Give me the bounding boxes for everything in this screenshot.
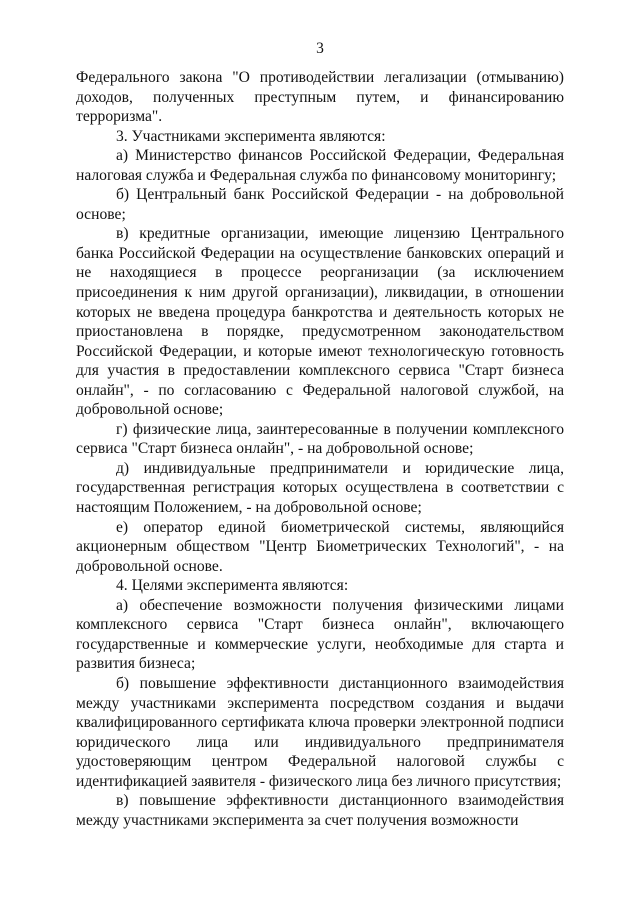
paragraph-law-reference: Федерального закона "О противодействии легализации (отмыванию) доходов, полученных преступным путем, и финансированию терроризма".: [76, 69, 564, 126]
paragraph-goal-a: а) обеспечение возможности получения физическими лицами комплексного сервиса "Старт бизнеса онлайн", включающего государственные и коммерческие услуги, необходимые для старта и развития бизнеса;: [76, 596, 564, 673]
paragraph-participant-b: б) Центральный банк Российской Федерации - на добровольной основе;: [76, 186, 564, 223]
paragraph-participant-g: г) физические лица, заинтересованные в получении комплексного сервиса "Старт бизнеса онлайн", - на добровольной основе;: [76, 420, 564, 458]
paragraph-participant-a: а) Министерство финансов Российской Федерации, Федеральная налоговая служба и Федеральная служба по финансовому мониторингу;: [76, 147, 564, 184]
paragraph-participant-v: в) кредитные организации, имеющие лицензию Центрального банка Российской Федерации на осуществление банковских операций и не находящиеся в процессе реорганизации (за исключением присоединения к ним другой организации), ликвидации, в отношении которых не введена процедура банкротства и деятельность которых не приостановлена в порядке, предусмотренном законодательством Российской Федерации, и которые имеют технологическую готовность для участия в предоставлении комплексного сервиса "Старт бизнеса онлайн", - по согласованию с Федеральной налоговой службой, на добровольной основе;: [76, 225, 564, 419]
paragraph-participant-d: д) индивидуальные предприниматели и юридические лица, государственная регистрация которых осуществлена в соответствии с настоящим Положением, - на добровольной основе;: [76, 459, 564, 517]
paragraph-goals-heading: 4. Целями эксперимента являются:: [116, 577, 349, 595]
document-body: [76, 68, 564, 830]
paragraph-goal-b: б) повышение эффективности дистанционного взаимодействия между участниками эксперимента посредством создания и выдачи квалифицированного сертификата ключа проверки электронной подписи юридического лица или индивидуального предпринимателя удостоверяющим центром Федеральной налоговой службы с идентификацией заявителя - физического лица без личного присутствия;: [76, 674, 564, 790]
paragraph-goal-v: в) повышение эффективности дистанционного взаимодействия между участниками эксперимента за счет получения возможности: [76, 792, 564, 829]
paragraph-participants-heading: 3. Участниками эксперимента являются:: [116, 127, 386, 145]
paragraph-participant-e: е) оператор единой биометрической системы, являющийся акционерным обществом "Центр Биометрических Технологий", - на добровольной основе.: [76, 518, 564, 575]
page-number: 3: [316, 40, 324, 57]
